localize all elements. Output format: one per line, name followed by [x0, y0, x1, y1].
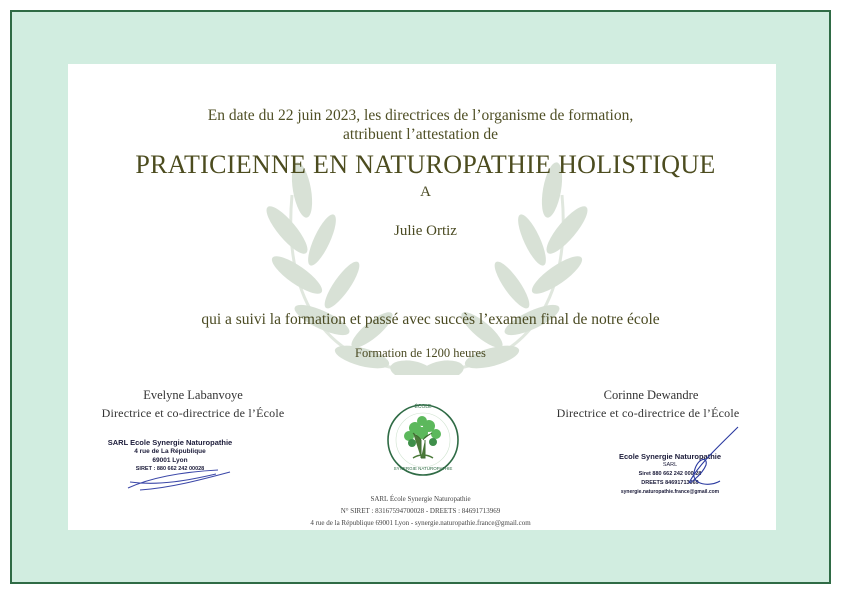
logo-top-text: ÉCOLE [414, 404, 432, 410]
stamp-line: synergie.naturopathie.france@gmail.com [620, 489, 720, 495]
signature-right-icon [650, 425, 742, 493]
signatory-right-name: Corinne Dewandre [603, 388, 699, 402]
intro-line-1: En date du 22 juin 2023, les directrices de l’organisme de formation, [207, 107, 634, 124]
recipient-name: Julie Ortiz [394, 223, 457, 239]
stamp-line: SARL [662, 462, 678, 468]
signatory-left-role: Directrice et co-directrice de l’École [101, 406, 285, 420]
stamp-line: DREETS 84691713969 [641, 480, 699, 486]
recipient-prefix: A [420, 184, 431, 200]
stamp-line: 4 rue de La République [134, 448, 206, 455]
stamp-line: 69001 Lyon [152, 457, 188, 464]
stamp-line: Siret 880 662 242 000 28 [638, 471, 702, 477]
success-statement: qui a suivi la formation et passé avec succès l’examen final de notre école [201, 311, 660, 328]
stamp-line: Ecole Synergie Naturopathie [618, 452, 722, 461]
logo-bottom-text: SYNERGIE NATUROPATHIE [393, 466, 453, 471]
signature-left-icon [120, 458, 240, 498]
certificate-title: PRATICIENNE EN NATUROPATHIE HOLISTIQUE [135, 150, 716, 179]
footer-company: SARL École Synergie Naturopathie [370, 495, 471, 503]
signatory-right-role: Directrice et co-directrice de l’École [556, 406, 740, 420]
signatory-left-name: Evelyne Labanvoye [143, 388, 243, 402]
stamp-line: SARL Ecole Synergie Naturopathie [107, 438, 233, 447]
training-hours: Formation de 1200 heures [355, 346, 486, 360]
footer-registration: N° SIRET : 83167594700028 - DREETS : 84691713969 [340, 507, 501, 515]
stamp-line: SIRET : 880 662 242 00028 [135, 466, 205, 472]
intro-line-2: attribuent l’attestation de [343, 126, 498, 143]
footer-address: 4 rue de la République 69001 Lyon - synergie.naturopathie.france@gmail.com [310, 519, 531, 527]
